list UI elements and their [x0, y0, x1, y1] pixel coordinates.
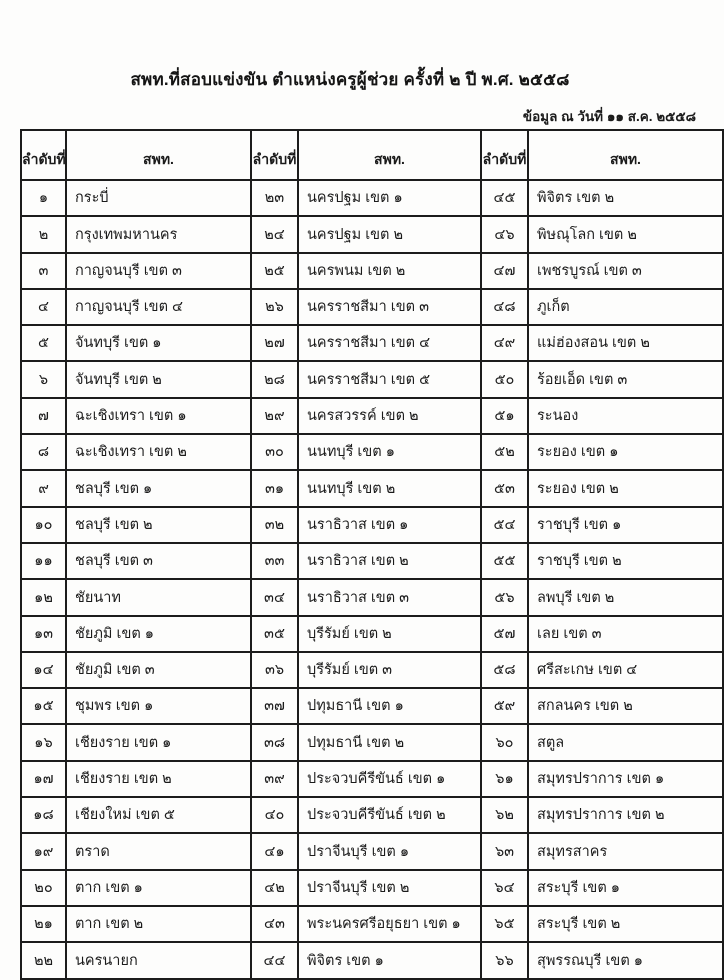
area-name-cell: ศรีสะเกษ เขต ๔ [528, 652, 723, 688]
area-name-cell: นนทบุรี เขต ๒ [298, 470, 481, 506]
header-area-col-1: สพท. [66, 130, 251, 180]
order-number-cell: ๖๓ [481, 833, 528, 869]
area-name-cell: เชียงราย เขต ๑ [66, 724, 251, 760]
area-name-cell: ปราจีนบุรี เขต ๒ [298, 870, 481, 906]
area-name-cell: ประจวบคีรีขันธ์ เขต ๒ [298, 797, 481, 833]
order-number-cell: ๕๗ [481, 616, 528, 652]
table-row [21, 289, 723, 325]
order-number-cell: ๒๕ [251, 253, 298, 289]
order-number-cell: ๑๓ [21, 616, 66, 652]
order-number-cell: ๑๑ [21, 543, 66, 579]
area-name-cell: สุพรรณบุรี เขต ๑ [528, 942, 723, 978]
order-number-cell: ๔๓ [251, 906, 298, 942]
table-row [21, 942, 723, 978]
order-number-cell: ๓๘ [251, 724, 298, 760]
area-name-cell: นครนายก [66, 942, 251, 978]
data-as-of-date: ข้อมูล ณ วันที่ ๑๑ ส.ค. ๒๕๕๘ [522, 109, 696, 124]
table-row [21, 507, 723, 543]
area-name-cell: นครปฐม เขต ๑ [298, 180, 481, 216]
table-row [21, 870, 723, 906]
area-name-cell: ประจวบคีรีขันธ์ เขต ๑ [298, 761, 481, 797]
area-name-cell: พิษณุโลก เขต ๒ [528, 216, 723, 252]
area-name-cell: นครราชสีมา เขต ๓ [298, 289, 481, 325]
area-name-cell: ปทุมธานี เขต ๒ [298, 724, 481, 760]
area-name-cell: จันทบุรี เขต ๒ [66, 361, 251, 397]
table-row [21, 906, 723, 942]
order-number-cell: ๔๐ [251, 797, 298, 833]
area-name-cell: ชลบุรี เขต ๒ [66, 507, 251, 543]
order-number-cell: ๓๐ [251, 434, 298, 470]
order-number-cell: ๑๕ [21, 688, 66, 724]
order-number-cell: ๒๑ [21, 906, 66, 942]
area-name-cell: ราชบุรี เขต ๑ [528, 507, 723, 543]
order-number-cell: ๗ [21, 398, 66, 434]
table-row [21, 180, 723, 216]
order-number-cell: ๑ [21, 180, 66, 216]
area-name-cell: บุรีรัมย์ เขต ๒ [298, 616, 481, 652]
order-number-cell: ๑๒ [21, 579, 66, 615]
table-row [21, 579, 723, 615]
area-name-cell: พระนครศรีอยุธยา เขต ๑ [298, 906, 481, 942]
order-number-cell: ๔๗ [481, 253, 528, 289]
area-name-cell: นครปฐม เขต ๒ [298, 216, 481, 252]
area-name-cell: ราชบุรี เขต ๒ [528, 543, 723, 579]
order-number-cell: ๖๔ [481, 870, 528, 906]
area-name-cell: ชุมพร เขต ๑ [66, 688, 251, 724]
area-name-cell: สมุทรปราการ เขต ๑ [528, 761, 723, 797]
table-row [21, 616, 723, 652]
area-name-cell: สระบุรี เขต ๒ [528, 906, 723, 942]
order-number-cell: ๓๓ [251, 543, 298, 579]
order-number-cell: ๖๑ [481, 761, 528, 797]
order-number-cell: ๕๔ [481, 507, 528, 543]
order-number-cell: ๘ [21, 434, 66, 470]
area-name-cell: ปทุมธานี เขต ๑ [298, 688, 481, 724]
area-name-cell: แม่ฮ่องสอน เขต ๒ [528, 325, 723, 361]
table-row [21, 797, 723, 833]
area-name-cell: เชียงใหม่ เขต ๕ [66, 797, 251, 833]
table-row [21, 724, 723, 760]
area-name-cell: ตาก เขต ๒ [66, 906, 251, 942]
order-number-cell: ๑๖ [21, 724, 66, 760]
area-name-cell: นราธิวาส เขต ๓ [298, 579, 481, 615]
area-name-cell: ระยอง เขต ๒ [528, 470, 723, 506]
table-container [20, 129, 700, 969]
area-name-cell: นครพนม เขต ๒ [298, 253, 481, 289]
area-name-cell: นนทบุรี เขต ๑ [298, 434, 481, 470]
area-name-cell: จันทบุรี เขต ๑ [66, 325, 251, 361]
order-number-cell: ๒๒ [21, 942, 66, 978]
order-number-cell: ๖๒ [481, 797, 528, 833]
order-number-cell: ๔๙ [481, 325, 528, 361]
order-number-cell: ๑๘ [21, 797, 66, 833]
order-number-cell: ๕ [21, 325, 66, 361]
area-name-cell: กาญจนบุรี เขต ๓ [66, 253, 251, 289]
area-name-cell: ระยอง เขต ๑ [528, 434, 723, 470]
area-name-cell: พิจิตร เขต ๒ [528, 180, 723, 216]
table-row [21, 761, 723, 797]
area-name-cell: สระบุรี เขต ๑ [528, 870, 723, 906]
order-number-cell: ๑๐ [21, 507, 66, 543]
order-number-cell: ๕๒ [481, 434, 528, 470]
area-name-cell: กาญจนบุรี เขต ๔ [66, 289, 251, 325]
order-number-cell: ๖ [21, 361, 66, 397]
order-number-cell: ๓ [21, 253, 66, 289]
table-row [21, 361, 723, 397]
table-row [21, 833, 723, 869]
order-number-cell: ๔๘ [481, 289, 528, 325]
order-number-cell: ๕๕ [481, 543, 528, 579]
area-name-cell: ระนอง [528, 398, 723, 434]
order-number-cell: ๑๙ [21, 833, 66, 869]
order-number-cell: ๓๙ [251, 761, 298, 797]
area-name-cell: เชียงราย เขต ๒ [66, 761, 251, 797]
order-number-cell: ๔๔ [251, 942, 298, 978]
header-area-col-2: สพท. [298, 130, 481, 180]
area-name-cell: นครราชสีมา เขต ๔ [298, 325, 481, 361]
area-name-cell: ฉะเชิงเทรา เขต ๒ [66, 434, 251, 470]
order-number-cell: ๕๖ [481, 579, 528, 615]
order-number-cell: ๕๐ [481, 361, 528, 397]
order-number-cell: ๓๔ [251, 579, 298, 615]
order-number-cell: ๔ [21, 289, 66, 325]
order-number-cell: ๒๗ [251, 325, 298, 361]
order-number-cell: ๒๖ [251, 289, 298, 325]
table-row [21, 543, 723, 579]
area-name-cell: สกลนคร เขต ๒ [528, 688, 723, 724]
table-row [21, 325, 723, 361]
area-name-cell: ชัยภูมิ เขต ๑ [66, 616, 251, 652]
order-number-cell: ๑๗ [21, 761, 66, 797]
area-name-cell: สมุทรปราการ เขต ๒ [528, 797, 723, 833]
order-number-cell: ๓๗ [251, 688, 298, 724]
order-number-cell: ๒๘ [251, 361, 298, 397]
table-header-row [21, 130, 723, 180]
area-name-cell: นราธิวาส เขต ๑ [298, 507, 481, 543]
area-name-cell: ชลบุรี เขต ๓ [66, 543, 251, 579]
area-name-cell: พิจิตร เขต ๑ [298, 942, 481, 978]
table-row [21, 470, 723, 506]
area-name-cell: ร้อยเอ็ด เขต ๓ [528, 361, 723, 397]
area-name-cell: ชัยนาท [66, 579, 251, 615]
page-title: สพท.ที่สอบแข่งขัน ตำแหน่งครูผู้ช่วย ครั้งที่ ๒ ปี พ.ศ. ๒๕๕๘ [130, 70, 570, 89]
area-name-cell: ตราด [66, 833, 251, 869]
header-order-col-3: ลำดับที่ [481, 130, 528, 180]
order-number-cell: ๕๑ [481, 398, 528, 434]
table-row [21, 434, 723, 470]
order-number-cell: ๖๕ [481, 906, 528, 942]
area-name-cell: กรุงเทพมหานคร [66, 216, 251, 252]
area-name-cell: ภูเก็ต [528, 289, 723, 325]
area-name-cell: นครราชสีมา เขต ๕ [298, 361, 481, 397]
header-order-col-2: ลำดับที่ [251, 130, 298, 180]
order-number-cell: ๖๐ [481, 724, 528, 760]
order-number-cell: ๕๓ [481, 470, 528, 506]
area-name-cell: ปราจีนบุรี เขต ๑ [298, 833, 481, 869]
table-row [21, 688, 723, 724]
area-name-cell: ชลบุรี เขต ๑ [66, 470, 251, 506]
area-name-cell: เลย เขต ๓ [528, 616, 723, 652]
table-row [21, 652, 723, 688]
area-name-cell: กระบี่ [66, 180, 251, 216]
table-body [21, 180, 723, 979]
order-number-cell: ๖๖ [481, 942, 528, 978]
area-name-cell: ฉะเชิงเทรา เขต ๑ [66, 398, 251, 434]
area-name-cell: ตาก เขต ๑ [66, 870, 251, 906]
order-number-cell: ๓๑ [251, 470, 298, 506]
table-row [21, 216, 723, 252]
order-number-cell: ๒๙ [251, 398, 298, 434]
table-row [21, 253, 723, 289]
area-table [20, 129, 724, 980]
order-number-cell: ๒๓ [251, 180, 298, 216]
order-number-cell: ๙ [21, 470, 66, 506]
order-number-cell: ๕๘ [481, 652, 528, 688]
order-number-cell: ๓๖ [251, 652, 298, 688]
area-name-cell: สตูล [528, 724, 723, 760]
order-number-cell: ๔๑ [251, 833, 298, 869]
order-number-cell: ๑๔ [21, 652, 66, 688]
area-name-cell: เพชรบูรณ์ เขต ๓ [528, 253, 723, 289]
area-name-cell: ชัยภูมิ เขต ๓ [66, 652, 251, 688]
header-order-col-1: ลำดับที่ [21, 130, 66, 180]
order-number-cell: ๓๒ [251, 507, 298, 543]
area-name-cell: สมุทรสาคร [528, 833, 723, 869]
area-name-cell: บุรีรัมย์ เขต ๓ [298, 652, 481, 688]
header-area-col-3: สพท. [528, 130, 723, 180]
order-number-cell: ๔๕ [481, 180, 528, 216]
order-number-cell: ๒ [21, 216, 66, 252]
area-name-cell: นราธิวาส เขต ๒ [298, 543, 481, 579]
order-number-cell: ๕๙ [481, 688, 528, 724]
order-number-cell: ๒๔ [251, 216, 298, 252]
area-name-cell: นครสวรรค์ เขต ๒ [298, 398, 481, 434]
order-number-cell: ๔๒ [251, 870, 298, 906]
order-number-cell: ๒๐ [21, 870, 66, 906]
order-number-cell: ๔๖ [481, 216, 528, 252]
area-name-cell: ลพบุรี เขต ๒ [528, 579, 723, 615]
table-row [21, 398, 723, 434]
order-number-cell: ๓๕ [251, 616, 298, 652]
